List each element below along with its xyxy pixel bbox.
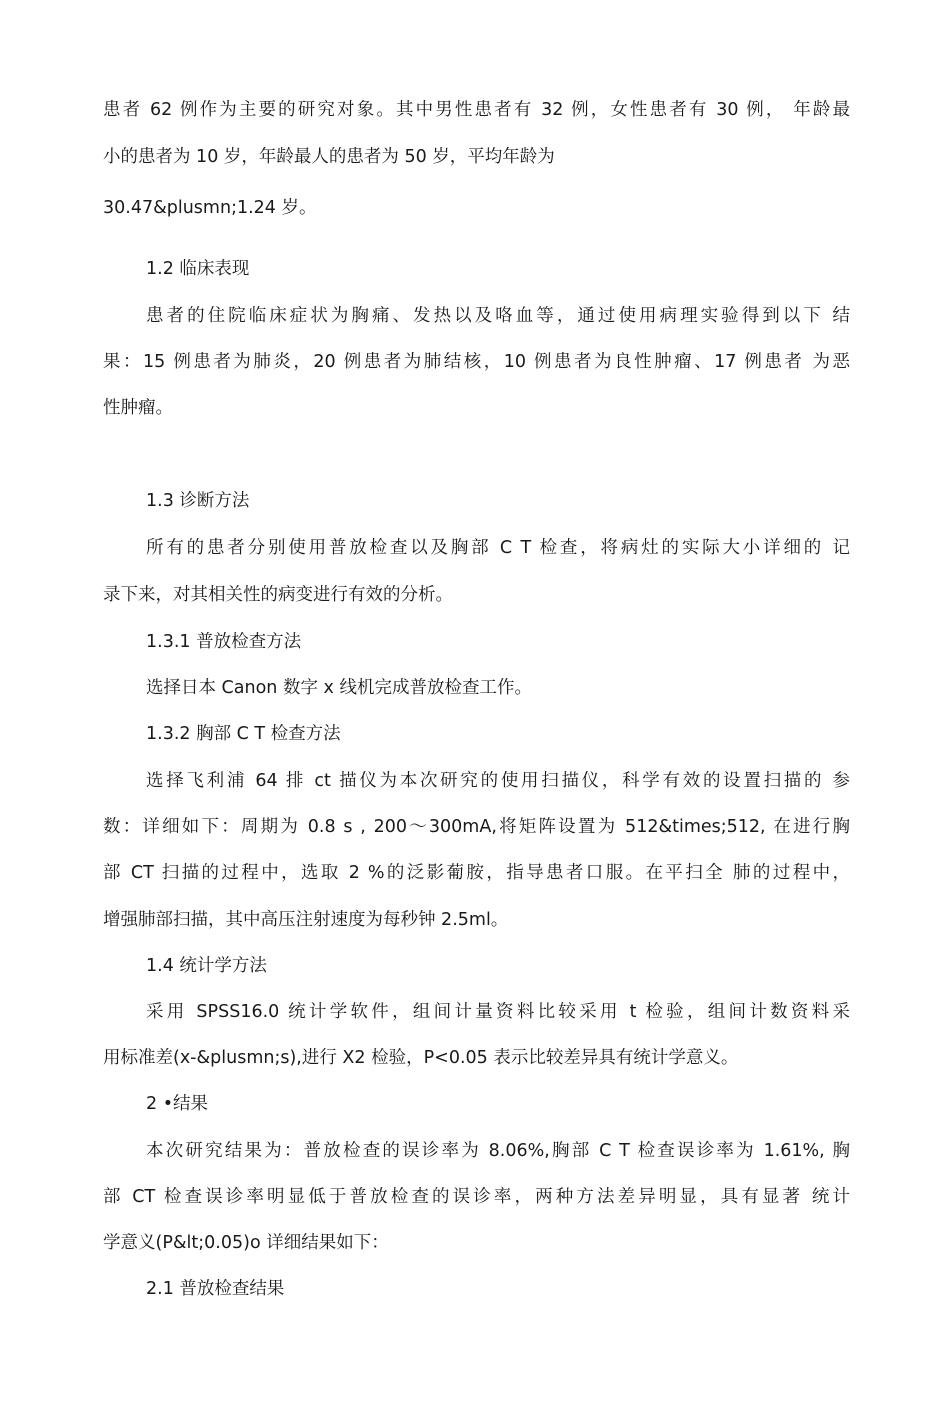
paragraph-line: 学意义(P&lt;0.05)o 详细结果如下： <box>103 1233 389 1253</box>
paragraph-line: 选择日本 Canon 数字 x 线机完成普放检查工作。 <box>146 678 532 698</box>
paragraph-line: 增强肺部扫描，其中高压注射速度为每秒钟 2.5ml。 <box>103 910 509 930</box>
paragraph-line: 本次研究结果为：普放检查的误诊率为 8.06%,胸部 C T 检查误诊率为 1.61%, 胸 <box>146 1141 850 1161</box>
paragraph-line: 录下来，对其相关性的病变进行有效的分析。 <box>103 585 453 605</box>
paragraph-line: 选择飞利浦 64 排 ct 描仪为本次研究的使用扫描仪，科学有效的设置扫描的 参 <box>146 771 850 791</box>
section-heading: 1.3.2 胸部 C T 检查方法 <box>146 724 341 744</box>
section-heading: 1.4 统计学方法 <box>146 956 267 976</box>
paragraph-line: 数：详细如下：周期为 0.8 s , 200〜300mA,将矩阵设置为 512&times;512, 在进行胸 <box>103 817 850 837</box>
paragraph-line: 用标准差(x-&plusmn;s),进行 X2 检验，P<0.05 表示比较差异具有统计学意义。 <box>103 1048 739 1068</box>
section-heading: 1.3.1 普放检查方法 <box>146 632 302 652</box>
paragraph-line: 性肿瘤。 <box>103 398 173 418</box>
paragraph-line: 所有的患者分别使用普放检查以及胸部 C T 检查，将病灶的实际大小详细的 记 <box>146 538 850 558</box>
section-heading: 1.3 诊断方法 <box>146 491 250 511</box>
section-heading: 2 •结果 <box>146 1094 209 1114</box>
paragraph-line: 采用 SPSS16.0 统计学软件，组间计量资料比较采用 t 检验，组间计数资料采 <box>146 1002 850 1022</box>
section-heading: 1.2 临床表现 <box>146 259 250 279</box>
paragraph-line: 部 CT 检查误诊率明显低于普放检查的误诊率，两种方法差异明显，具有显著 统计 <box>103 1187 850 1207</box>
paragraph-line: 小的患者为 10 岁，年龄最人的患者为 50 岁，平均年龄为 <box>103 147 555 167</box>
section-heading: 2.1 普放检查结果 <box>146 1279 285 1299</box>
paragraph-line: 部 CT 扫描的过程中，选取 2 %的泛影葡胺，指导患者口服。在平扫全 肺的过程中， <box>103 863 850 883</box>
paragraph-line: 患者 62 例作为主要的研究对象。其中男性患者有 32 例，女性患者有 30 例， 年龄最 <box>103 100 850 120</box>
paragraph-line: 果：15 例患者为肺炎，20 例患者为肺结核，10 例患者为良性肿瘤、17 例患者 为恶 <box>103 352 850 372</box>
paragraph-line: 患者的住院临床症状为胸痛、发热以及咯血等，通过使用病理实验得到以下 结 <box>146 306 850 326</box>
paragraph-line: 30.47&plusmn;1.24 岁。 <box>103 198 317 218</box>
